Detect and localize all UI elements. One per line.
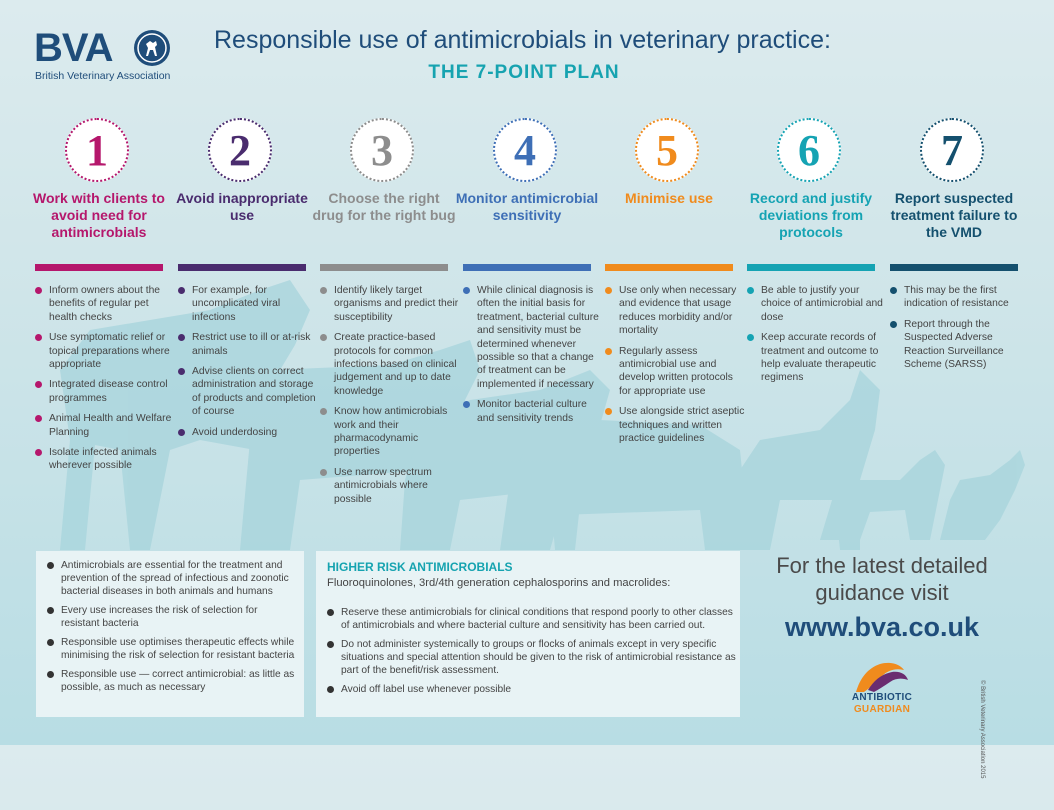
list-item: Monitor bacterial culture and sensitivity trends	[463, 398, 603, 425]
point-bullet-list	[890, 284, 1030, 378]
point-number-badge	[493, 118, 557, 182]
point-5-column	[605, 118, 745, 445]
point-divider-bar	[890, 264, 1018, 271]
list-item: Report through the Suspected Adverse Reaction Surveillance Scheme (SARSS)	[890, 318, 1030, 372]
point-divider-bar	[463, 264, 591, 271]
point-divider-bar	[178, 264, 306, 271]
list-item: Reserve these antimicrobials for clinical conditions that respond poorly to other classes of antimicrobials and where bacterial culture and sensitivity has been carried out.	[326, 606, 736, 632]
point-divider-bar	[320, 264, 448, 271]
list-item: Antimicrobials are essential for the treatment and prevention of the spread of infectious and zoonotic bacterial diseases in both animals and humans	[46, 559, 298, 598]
point-number: 3	[371, 126, 393, 175]
list-item: Advise clients on correct administration and storage of products and completion of course	[178, 365, 318, 419]
point-number-badge	[777, 118, 841, 182]
point-heading: Work with clients to avoid need for antimicrobials	[33, 190, 165, 240]
list-item: Identify likely target organisms and predict their susceptibility	[320, 284, 460, 324]
list-item: Know how antimicrobials work and their pharmacodynamic properties	[320, 405, 460, 459]
point-number: 5	[656, 126, 678, 175]
list-item: Use alongside strict aseptic techniques and written practice guidelines	[605, 405, 745, 445]
list-item: Avoid off label use whenever possible	[326, 683, 736, 696]
list-item: Integrated disease control programmes	[35, 378, 175, 405]
list-item: Regularly assess antimicrobial use and develop written protocols for appropriate use	[605, 345, 745, 399]
guidance-text: For the latest detailed guidance visit	[776, 553, 988, 605]
bva-logo	[34, 26, 184, 86]
page-subtitle: THE 7-POINT PLAN	[428, 62, 620, 83]
point-bullet-list	[35, 284, 175, 480]
higher-risk-title: HIGHER RISK ANTIMICROBIALS	[327, 560, 513, 574]
list-item: Avoid underdosing	[178, 426, 318, 439]
point-divider-bar	[605, 264, 733, 271]
point-number-badge	[208, 118, 272, 182]
list-item: Do not administer systemically to groups or flocks of animals except in very specific situations and special attention should be given to the risk of antimicrobial resistance as part of the benefit/risk assessment.	[326, 638, 736, 677]
point-bullet-list	[463, 284, 603, 432]
point-heading: Report suspected treatment failure to the VMD	[890, 190, 1018, 240]
point-heading: Avoid inappropriate use	[176, 190, 308, 223]
list-item: Responsible use optimises therapeutic effects while minimising the risk of selection for resistant bacteria	[46, 636, 298, 662]
point-heading: Minimise use	[625, 190, 713, 206]
point-heading: Choose the right drug for the right bug	[312, 190, 456, 223]
point-divider-bar	[35, 264, 163, 271]
list-item: Create practice-based protocols for common infections based on clinical judgement and up to date knowledge	[320, 331, 460, 398]
point-heading: Record and justify deviations from protocols	[749, 190, 873, 240]
list-item: Every use increases the risk of selection for resistant bacteria	[46, 604, 298, 630]
point-4-column	[455, 118, 599, 424]
point-bullet-list	[320, 284, 460, 513]
point-number-badge	[350, 118, 414, 182]
list-item: Restrict use to ill or at-risk animals	[178, 331, 318, 358]
point-number-badge	[920, 118, 984, 182]
point-3-column	[312, 118, 459, 505]
list-item: Responsible use — correct antimicrobial: as little as possible, as much as necessary	[46, 668, 298, 694]
higher-risk-subtitle: Fluoroquinolones, 3rd/4th generation cephalosporins and macrolides:	[327, 577, 671, 589]
copyright-note: © British Veterinary Association 2015	[979, 680, 985, 779]
point-number-badge	[65, 118, 129, 182]
point-7-column	[890, 118, 1018, 371]
point-6-column	[747, 118, 883, 384]
point-1-column	[33, 118, 172, 472]
list-item: Animal Health and Welfare Planning	[35, 412, 175, 439]
point-number: 1	[86, 126, 108, 175]
principles-box	[36, 551, 304, 717]
point-bullet-list	[605, 284, 745, 452]
point-number: 4	[514, 126, 536, 175]
higher-risk-box	[316, 551, 740, 717]
point-bullet-list	[178, 284, 318, 446]
list-item: Keep accurate records of treatment and outcome to help evaluate therapeutic regimens	[747, 331, 887, 385]
point-number-badge	[635, 118, 699, 182]
list-item: Be able to justify your choice of antimicrobial and dose	[747, 284, 887, 324]
page-title: Responsible use of antimicrobials in veterinary practice:	[214, 26, 831, 54]
principles-list	[46, 559, 298, 700]
top-strip	[0, 0, 1054, 12]
horse-seal-icon	[134, 30, 170, 66]
list-item: Use only when necessary and evidence that usage reduces morbidity and/or mortality	[605, 284, 745, 338]
list-item: For example, for uncomplicated viral infections	[178, 284, 318, 324]
list-item: Isolate infected animals wherever possible	[35, 446, 175, 473]
list-item: Use narrow spectrum antimicrobials where possible	[320, 466, 460, 506]
point-number: 7	[941, 126, 963, 175]
bva-website-link[interactable]: www.bva.co.uk	[784, 612, 980, 642]
point-bullet-list	[747, 284, 887, 392]
point-2-column	[176, 118, 316, 438]
point-divider-bar	[747, 264, 875, 271]
antibiotic-guardian-hands-icon	[846, 656, 916, 696]
point-heading: Monitor antimicrobial sensitivity	[455, 190, 599, 223]
list-item: Inform owners about the benefits of regular pet health checks	[35, 284, 175, 324]
list-item: This may be the first indication of resistance	[890, 284, 1030, 311]
higher-risk-list	[326, 606, 736, 702]
list-item: Use symptomatic relief or topical preparations where appropriate	[35, 331, 175, 371]
logo-subtitle: British Veterinary Association	[35, 70, 171, 82]
list-item: While clinical diagnosis is often the initial basis for treatment, bacterial culture and sensitivity must be determined whenever possible so that a change of treatment can be implemented if necessary	[463, 284, 603, 391]
antibiotic-guardian-label: ANTIBIOTIC	[851, 692, 913, 703]
logo-wordmark: BVA	[34, 26, 113, 70]
point-number: 6	[798, 126, 820, 175]
point-number: 2	[229, 126, 251, 175]
antibiotic-guardian-label-2: GUARDIAN	[853, 704, 911, 715]
